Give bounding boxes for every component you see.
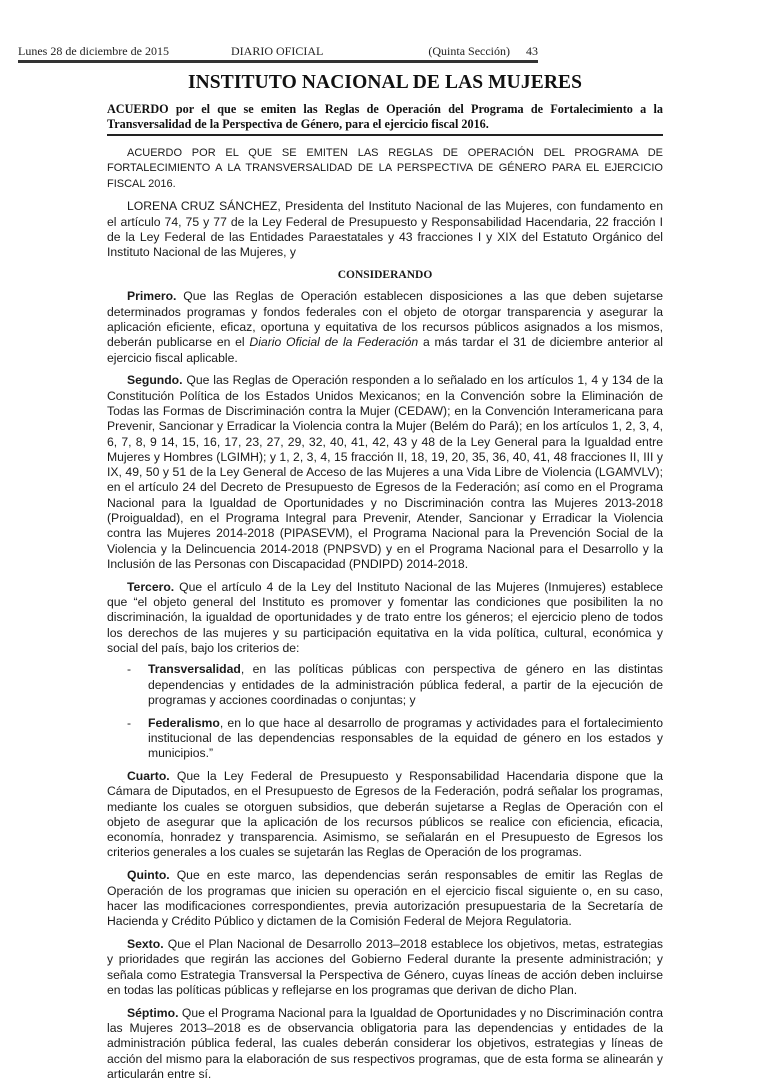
considerando-septimo (107, 1006, 663, 1082)
primero-italic: Diario Oficial de la Federación (249, 335, 419, 350)
running-head-publication: DIARIO OFICIAL (231, 44, 324, 58)
header-double-rule (18, 60, 538, 63)
preamble-paragraph: LORENA CRUZ SÁNCHEZ, Presidenta del Instituto Nacional de las Mujeres, con fundamento en el artículo 74, 75 y 77 de la Ley Federal de Presupuesto y Responsabilidad Hacendaria, 22 fracción I de la Ley Federal de las Entidades Paraestatales y 43 fracciones I y XIX del Estatuto Orgánico del Instituto Nacional de las Mujeres, y (107, 199, 663, 260)
sexto-text: Que el Plan Nacional de Desarrollo 2013–2018 establece los objetivos, metas, estrategias y prioridades que regirán las acciones del Gobierno Federal durante la presente administración; y señala como Estrategia Transversal la Perspectiva de Género, cuyas líneas de acción deben incluirse en todas las políticas públicas y reflejarse en los programas que derivan de dicho Plan. (107, 936, 663, 997)
page-number: 43 (526, 44, 538, 58)
considerando-tercero (107, 580, 663, 656)
list-item (107, 716, 663, 762)
segundo-text: Que las Reglas de Operación responden a lo señalado en los artículos 1, 4 y 134 de la Constitución Política de los Estados Unidos Mexicanos; en la Convención sobre la Eliminación de Todas las Formas de Discriminación contra la Mujer (CEDAW); en la Convención Interamericana para Prevenir, Sancionar y Erradicar la Violencia contra la Mujer (Belém do Pará); en los artículos 1, 2, 3, 4, 6, 7, 8, 9 14, 15, 16, 17, 23, 27, 29, 32, 40, 41, 42, 43 y 48 de la Ley General para la Igualdad entre Mujeres y Hombres (LGIMH); y 1, 2, 3, 4, 15 fracción II, 18, 19, 20, 35, 36, 40, 41, 48 fracciones II, III y IX, 49, 50 y 51 de la Ley General de Acceso de las Mujeres a una Vida Libre de Violencia (LGAMVLV); en el artículo 24 del Decreto de Presupuesto de Egresos de la Federación; así como en el Programa Nacional para la Igualdad de Oportunidades y no Discriminación contra las Mujeres 2013-2018 (Proigualdad), en el Programa Integral para Prevenir, Atender, Sancionar y Erradicar la Violencia contra las Mujeres 2014-2018 (PIPASEVM), el Programa Nacional para la Prevención Social de la Violencia y la Delincuencia 2014-2018 (PNPSVD) y en el Programa Nacional para el Desarrollo y la Inclusión de las Personas con Discapacidad (PNDIPD) 2014-2018. (107, 373, 663, 571)
acuerdo-heading-lead: ACUERDO (107, 102, 169, 116)
list-item (107, 662, 663, 708)
heading-rule (107, 134, 663, 136)
considerando-primero (107, 289, 663, 365)
quinto-label: Quinto. (127, 868, 170, 883)
considerando-sexto (107, 937, 663, 998)
considerando-segundo (107, 373, 663, 572)
cuarto-label: Cuarto. (127, 768, 170, 783)
considerando-quinto (107, 868, 663, 929)
primero-text-end: a más tardar el 31 de diciembre anterior al ejercicio fiscal aplicable. (107, 335, 663, 365)
considerando-heading: CONSIDERANDO (337, 269, 433, 282)
dash-bullet-icon: - (127, 715, 132, 730)
sexto-label: Sexto. (127, 936, 164, 951)
organization-title: INSTITUTO NACIONAL DE LAS MUJERES (187, 72, 583, 93)
list-item-text: , en lo que hace al desarrollo de programas y actividades para el fortalecimiento institucional de las dependencias responsables de la equidad de género en los estados y municipios.” (148, 715, 663, 761)
running-head-section: (Quinta Sección) (428, 44, 510, 58)
criteria-list (107, 662, 663, 761)
running-head-date: Lunes 28 de diciembre de 2015 (18, 44, 169, 58)
primero-label: Primero. (127, 289, 177, 304)
septimo-label: Séptimo. (127, 1005, 179, 1020)
considerando-cuarto (107, 769, 663, 861)
list-item-term: Transversalidad (148, 662, 241, 677)
tercero-text: Que el artículo 4 de la Ley del Instituto Nacional de las Mujeres (Inmujeres) establece que “el objeto general del Instituto es promover y fomentar las condiciones que posibiliten la no discriminación, la igualdad de oportunidades y de trato entre los géneros; el ejercicio pleno de todos los derechos de las mujeres y su participación equitativa en la vida política, cultural, económica y social del país, bajo los criterios de: (107, 579, 663, 655)
list-item-term: Federalismo (148, 715, 220, 730)
list-item-text: , en las políticas públicas con perspectiva de género en las distintas dependencias y entidades de la administración pública federal, a partir de la ejecución de programas y acciones coordinadas o conjuntas; y (148, 662, 663, 707)
quinto-text: Que en este marco, las dependencias serán responsables de emitir las Reglas de Operación de los programas que inicien su operación en el ejercicio fiscal siguiente o, en su caso, hacer las modificaciones correspondientes, previa autorización presupuestaria de la Secretaría de Hacienda y Crédito Público y dictamen de la Comisión Federal de Mejora Regulatoria. (107, 868, 663, 929)
intro-caps-paragraph: ACUERDO POR EL QUE SE EMITEN LAS REGLAS DE OPERACIÓN DEL PROGRAMA DE FORTALECIMIENTO A LA TRANSVERSALIDAD DE LA PERSPECTIVA DE GÉNERO PARA EL EJERCICIO FISCAL 2016. (107, 147, 663, 190)
primero-text: Que las Reglas de Operación establecen disposiciones a las que deben sujetarse determinados programas y fondos federales con el objeto de otorgar transparencia y asegurar la aplicación eficiente, eficaz, oportuna y equitativa de los recursos públicos asignados a los mismos, deberán publicarse en el (107, 289, 663, 350)
septimo-text: Que el Programa Nacional para la Igualdad de Oportunidades y no Discriminación contra las Mujeres 2013–2018 es de observancia obligatoria para las dependencias y entidades de la administración pública federal, las cuales deberán considerar los objetivos, estrategias y líneas de acción del mismo para la elaboración de sus respectivos programas, que de esta forma se alinearán y articularán entre sí. (107, 1005, 663, 1081)
acuerdo-heading-text: por el que se emiten las Reglas de Operación del Programa de Fortalecimiento a la Transversalidad de la Perspectiva de Género, para el ejercicio fiscal 2016. (107, 102, 663, 131)
tercero-label: Tercero. (127, 579, 175, 594)
document-body (107, 146, 663, 1090)
segundo-label: Segundo. (127, 373, 183, 388)
cuarto-text: Que la Ley Federal de Presupuesto y Responsabilidad Hacendaria dispone que la Cámara de Diputados, en el Presupuesto de Egresos de la Federación, podrá señalar los programas, mediante los cuales se otorguen subsidios, que deberán sujetarse a Reglas de Operación con el objeto de asegurar que la aplicación de los recursos públicos se realice con eficiencia, eficacia, economía, honradez y transparencia. Asimismo, se señalarán en el Presupuesto de Egresos los criterios generales a los cuales se sujetarán las Reglas de Operación de los programas. (107, 768, 663, 860)
dash-bullet-icon: - (127, 662, 132, 677)
acuerdo-heading (107, 102, 663, 132)
